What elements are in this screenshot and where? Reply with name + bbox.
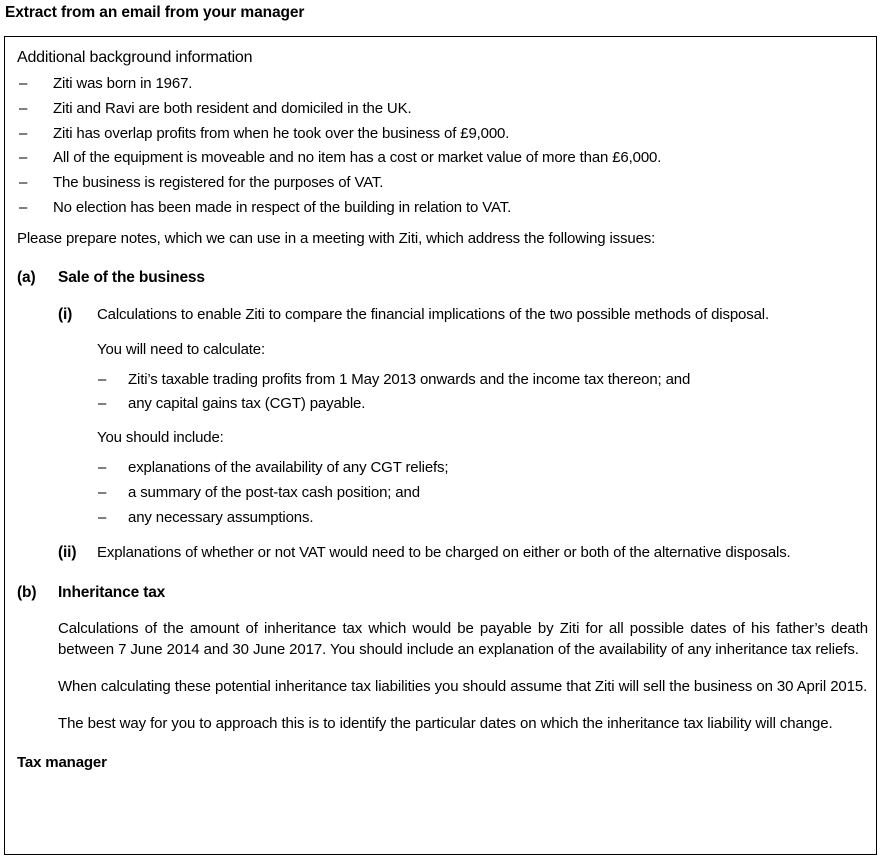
list-item-text: No election has been made in respect of the building in relation to VAT. [53,198,512,216]
list-item [97,396,871,412]
section-a [12,269,871,563]
section-b-paragraph: When calculating these potential inheritance tax liabilities you should assume that Ziti will sell the business on 30 April 2015. [58,677,868,695]
dash-bullet-icon: – [19,99,28,117]
item-ii-marker: (ii) [58,544,77,562]
list-item [12,76,871,92]
list-item-text: Ziti and Ravi are both resident and domiciled in the UK. [53,99,412,117]
list-item-text: any necessary assumptions. [128,508,314,526]
list-item-text: any capital gains tax (CGT) payable. [128,395,366,413]
list-item-text: The business is registered for the purposes of VAT. [53,174,384,191]
dash-bullet-icon: – [19,149,28,167]
dash-bullet-icon: – [98,508,107,526]
section-a-item-i [58,306,871,526]
list-item [12,150,871,166]
list-item-text: Ziti has overlap profits from when he took over the business of £9,000. [53,124,510,142]
list-item-text: All of the equipment is moveable and no item has a cost or market value of more than £6,000. [53,149,662,167]
list-item [97,372,871,388]
section-a-marker: (a) [17,268,36,286]
item-ii-text: Explanations of whether or not VAT would need to be charged on either or both of the alternative disposals. [97,544,791,562]
section-b [12,584,871,734]
section-a-title: Sale of the business [58,268,205,286]
section-b-paragraph: Calculations of the amount of inheritance tax which would be payable by Ziti for all possible dates of his father’s death between 7 June 2014 and 30 June 2017. You should include an explanation of the availability of any inheritance tax reliefs. [58,620,868,658]
list-item [12,175,871,191]
section-b-body [58,619,868,734]
list-item-text: a summary of the post-tax cash position; and [128,483,420,501]
background-information-list [12,76,871,216]
dash-bullet-icon: – [98,459,107,476]
intro-paragraph: Please prepare notes, which we can use in a meeting with Ziti, which address the following issues: [17,229,656,247]
item-i-lead-text: Calculations to enable Ziti to compare the financial implications of the two possible methods of disposal. [97,305,769,323]
list-item [97,485,871,501]
section-b-heading [17,584,871,602]
dash-bullet-icon: – [19,198,28,216]
list-item [97,460,871,476]
dash-bullet-icon: – [19,75,28,92]
dash-bullet-icon: – [19,174,28,191]
list-item-text: explanations of the availability of any CGT reliefs; [128,459,449,476]
extract-box [4,36,877,855]
list-item [12,200,871,216]
list-item [97,510,871,526]
include-points-list [97,460,871,525]
dash-bullet-icon: – [98,395,107,413]
box-heading: Additional background information [17,49,253,66]
list-item-text: Ziti’s taxable trading profits from 1 May 2013 onwards and the income tax thereon; and [128,370,691,388]
list-item [12,101,871,117]
calculate-lead: You will need to calculate: [97,340,266,358]
list-item-text: Ziti was born in 1967. [53,75,193,92]
include-lead: You should include: [97,429,224,446]
item-i-marker: (i) [58,305,73,323]
signoff: Tax manager [17,754,107,772]
dash-bullet-icon: – [19,124,28,142]
section-b-title: Inheritance tax [58,584,166,602]
document-header: Extract from an email from your manager [5,4,305,21]
dash-bullet-icon: – [98,370,107,388]
calculate-points-list [97,372,871,413]
section-b-paragraph: The best way for you to approach this is to identify the particular dates on which the inheritance tax liability will change. [58,715,833,732]
section-a-heading [17,269,871,287]
list-item [12,126,871,142]
section-a-item-ii [58,544,871,562]
section-b-marker: (b) [17,584,37,602]
dash-bullet-icon: – [98,483,107,501]
